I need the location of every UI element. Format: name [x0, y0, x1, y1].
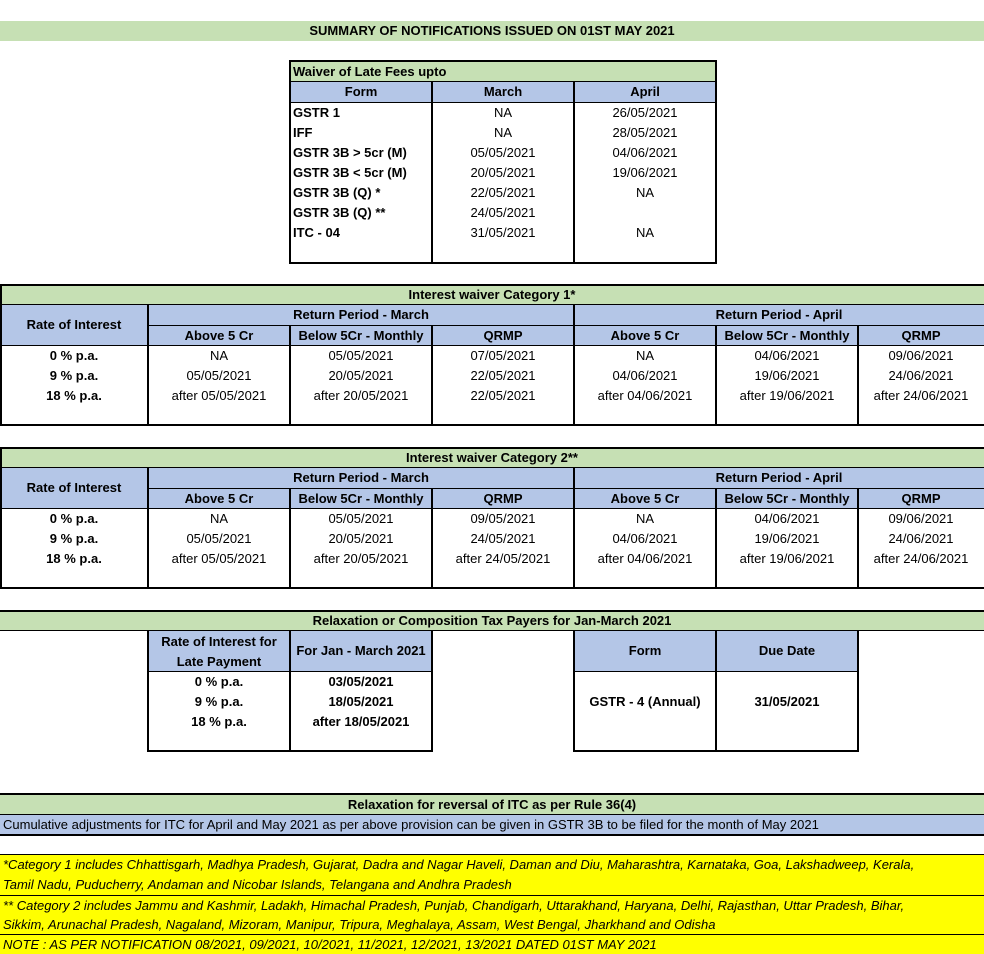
waiver-form-cell: GSTR 3B > 5cr (M): [293, 145, 407, 160]
interest1-date-cell: after 19/06/2021: [739, 388, 835, 403]
composition-date-cell: after 18/05/2021: [312, 714, 410, 729]
waiver-form-cell: GSTR 3B (Q) *: [293, 185, 381, 200]
interest1-subheader: QRMP: [901, 328, 941, 343]
interest1-date-cell: 20/05/2021: [328, 368, 394, 383]
composition-date-cell: 18/05/2021: [328, 694, 394, 709]
note-category-2-line2: Sikkim, Arunachal Pradesh, Nagaland, Mizoram, Manipur, Tripura, Meghalaya, Assam, West Bengal, Jharkhand and Odisha: [3, 917, 716, 932]
note-category-1-line2: Tamil Nadu, Puducherry, Andaman and Nicobar Islands, Telangana and Andhra Pradesh: [3, 877, 512, 892]
composition-rate-header: [148, 632, 290, 672]
composition-rate-cell: 0 % p.a.: [194, 674, 244, 689]
waiver-date-cell: 19/06/2021: [612, 165, 678, 180]
waiver-header-march: March: [483, 84, 523, 99]
interest2-date-cell: after 04/06/2021: [597, 551, 693, 566]
composition-rate-header-line1: Rate of Interest for: [161, 634, 277, 649]
interest2-date-cell: 24/05/2021: [470, 531, 536, 546]
interest1-date-cell: 22/05/2021: [470, 388, 536, 403]
interest2-title-text: Interest waiver Category 2**: [406, 450, 578, 465]
interest1-date-cell: 05/05/2021: [328, 348, 394, 363]
interest2-date-cell: 05/05/2021: [328, 511, 394, 526]
interest2-subheader: QRMP: [901, 491, 941, 506]
itc-text-bar: [0, 815, 984, 834]
waiver-date-cell: NA: [493, 125, 513, 140]
interest1-date-cell: NA: [209, 348, 229, 363]
waiver-date-cell: 22/05/2021: [470, 185, 536, 200]
waiver-header-form: Form: [344, 84, 378, 99]
composition-rate-cell: 18 % p.a.: [191, 714, 247, 729]
waiver-form-cell: ITC - 04: [293, 225, 340, 240]
note-category-2: [0, 896, 984, 934]
interest1-rate-cell: 9 % p.a.: [49, 368, 99, 383]
interest1-subheader: Below 5Cr - Monthly: [298, 328, 424, 343]
interest1-date-cell: 22/05/2021: [470, 368, 536, 383]
itc-title-text: Relaxation for reversal of ITC as per Rule 36(4): [347, 797, 637, 812]
waiver-title: [290, 61, 716, 82]
interest1-subheader: Below 5Cr - Monthly: [724, 328, 850, 343]
interest2-date-cell: 24/06/2021: [888, 531, 954, 546]
interest2-rate-cell: 18 % p.a.: [46, 551, 102, 566]
interest1-date-cell: 09/06/2021: [888, 348, 954, 363]
waiver-date-cell: NA: [635, 185, 655, 200]
interest1-rate-cell: 18 % p.a.: [46, 388, 102, 403]
interest2-subheader: Below 5Cr - Monthly: [724, 491, 850, 506]
note-notification: [0, 935, 984, 954]
page-title: SUMMARY OF NOTIFICATIONS ISSUED ON 01ST MAY 2021: [309, 23, 675, 38]
interest2-date-cell: 04/06/2021: [612, 531, 678, 546]
interest1-date-cell: 07/05/2021: [470, 348, 536, 363]
interest2-date-cell: 04/06/2021: [754, 511, 820, 526]
composition-rate-header-line2: Late Payment: [176, 654, 262, 669]
interest2-date-cell: 20/05/2021: [328, 531, 394, 546]
interest2-date-cell: 05/05/2021: [186, 531, 252, 546]
interest1-period-march: Return Period - March: [293, 307, 429, 322]
composition-date-cell: 03/05/2021: [328, 674, 394, 689]
waiver-form-cell: GSTR 1: [293, 105, 340, 120]
interest1-date-cell: 04/06/2021: [754, 348, 820, 363]
composition-form-header: Form: [628, 643, 662, 658]
composition-title: [0, 611, 984, 631]
interest1-subheader: Above 5 Cr: [184, 328, 254, 343]
interest1-subheader: Above 5 Cr: [610, 328, 680, 343]
interest2-date-cell: 09/06/2021: [888, 511, 954, 526]
itc-title: [0, 795, 984, 814]
interest1-subheader: QRMP: [483, 328, 523, 343]
interest1-date-cell: 19/06/2021: [754, 368, 820, 383]
composition-due-header: Due Date: [758, 643, 816, 658]
interest2-date-cell: NA: [209, 511, 229, 526]
itc-text: Cumulative adjustments for ITC for April and May 2021 as per above provision can be given in GSTR 3B to be filed for the month of May 2021: [3, 817, 819, 832]
composition-form-value: GSTR - 4 (Annual): [589, 694, 701, 709]
waiver-date-cell: NA: [635, 225, 655, 240]
interest2-date-cell: NA: [635, 511, 655, 526]
interest2-subheader: Above 5 Cr: [610, 491, 680, 506]
interest1-date-cell: after 24/06/2021: [873, 388, 969, 403]
composition-due-value: 31/05/2021: [754, 694, 820, 709]
interest2-date-cell: after 24/06/2021: [873, 551, 969, 566]
waiver-date-cell: NA: [493, 105, 513, 120]
interest1-date-cell: 05/05/2021: [186, 368, 252, 383]
interest1-rate-cell: 0 % p.a.: [49, 348, 99, 363]
interest2-date-cell: 19/06/2021: [754, 531, 820, 546]
interest1-title: [0, 285, 984, 305]
interest1-title-text: Interest waiver Category 1*: [408, 287, 576, 302]
interest1-date-cell: after 04/06/2021: [597, 388, 693, 403]
interest1-date-cell: NA: [635, 348, 655, 363]
composition-rate-cell: 9 % p.a.: [194, 694, 244, 709]
interest2-date-cell: after 19/06/2021: [739, 551, 835, 566]
waiver-header-april: April: [630, 84, 660, 99]
interest2-subheader: Above 5 Cr: [184, 491, 254, 506]
waiver-title-text: Waiver of Late Fees upto: [293, 64, 447, 79]
interest2-rate-header: Rate of Interest: [26, 480, 122, 495]
interest2-date-cell: after 20/05/2021: [313, 551, 409, 566]
page-title-bar: [0, 21, 984, 41]
interest2-rate-cell: 9 % p.a.: [49, 531, 99, 546]
interest1-period-april: Return Period - April: [715, 307, 843, 322]
waiver-date-cell: 20/05/2021: [470, 165, 536, 180]
note-notification-text: NOTE : AS PER NOTIFICATION 08/2021, 09/2021, 10/2021, 11/2021, 12/2021, 13/2021 DATED 01ST MAY 2021: [3, 937, 657, 952]
interest1-date-cell: after 05/05/2021: [171, 388, 267, 403]
interest1-date-cell: after 20/05/2021: [313, 388, 409, 403]
waiver-date-cell: 04/06/2021: [612, 145, 678, 160]
interest2-date-cell: after 24/05/2021: [455, 551, 551, 566]
interest2-subheader: QRMP: [483, 491, 523, 506]
note-category-1-line1: *Category 1 includes Chhattisgarh, Madhya Pradesh, Gujarat, Dadra and Nagar Haveli, Daman and Diu, Maharashtra, Karnataka, Goa, Lakshadweep, Kerala,: [3, 857, 915, 872]
waiver-form-cell: GSTR 3B (Q) **: [293, 205, 386, 220]
waiver-date-cell: [574, 203, 716, 223]
interest2-date-cell: after 05/05/2021: [171, 551, 267, 566]
waiver-date-cell: 24/05/2021: [470, 205, 536, 220]
note-category-1: [0, 855, 984, 896]
interest2-subheader: Below 5Cr - Monthly: [298, 491, 424, 506]
interest1-date-cell: 24/06/2021: [888, 368, 954, 383]
waiver-date-cell: 05/05/2021: [470, 145, 536, 160]
composition-title-text: Relaxation or Composition Tax Payers for Jan-March 2021: [312, 613, 672, 628]
interest2-period-april: Return Period - April: [715, 470, 843, 485]
waiver-date-cell: 31/05/2021: [470, 225, 536, 240]
waiver-date-cell: 28/05/2021: [612, 125, 678, 140]
waiver-date-cell: 26/05/2021: [612, 105, 678, 120]
interest2-rate-cell: 0 % p.a.: [49, 511, 99, 526]
interest2-title: [0, 448, 984, 468]
note-category-2-line1: ** Category 2 includes Jammu and Kashmir, Ladakh, Himachal Pradesh, Punjab, Chandigarh, Uttarakhand, Haryana, Delhi, Rajasthan, Uttar Pradesh, Bihar,: [3, 898, 905, 913]
interest2-period-march: Return Period - March: [293, 470, 429, 485]
composition-period-header: For Jan - March 2021: [296, 643, 426, 658]
waiver-form-cell: GSTR 3B < 5cr (M): [293, 165, 407, 180]
interest1-rate-header: Rate of Interest: [26, 317, 122, 332]
interest2-date-cell: 09/05/2021: [470, 511, 536, 526]
waiver-form-cell: IFF: [293, 125, 313, 140]
interest1-date-cell: 04/06/2021: [612, 368, 678, 383]
